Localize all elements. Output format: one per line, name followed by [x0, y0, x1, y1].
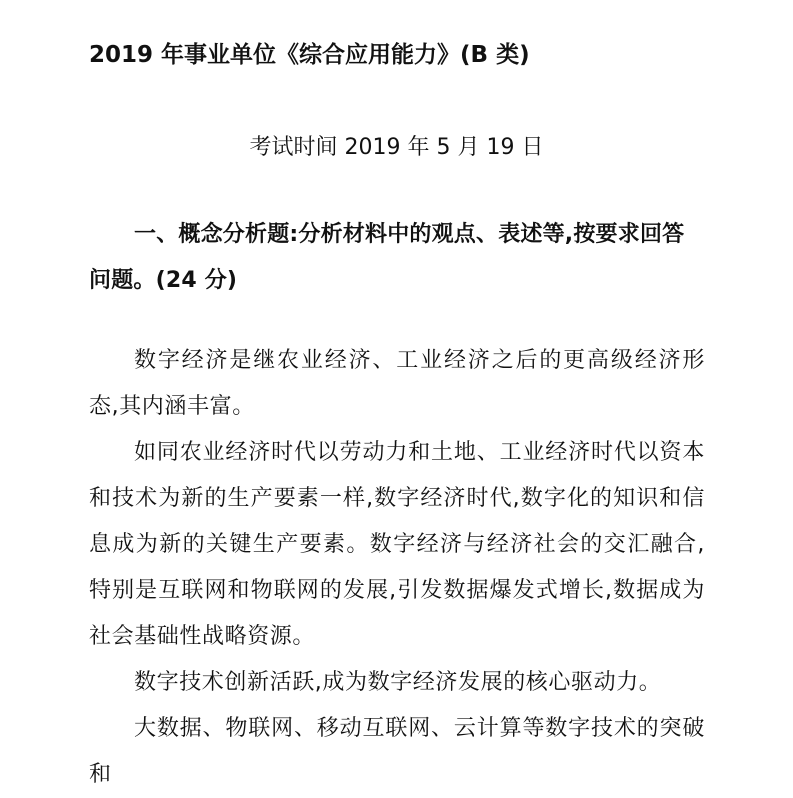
paragraph: 数字技术创新活跃,成为数字经济发展的核心驱动力。 — [134, 670, 662, 695]
paragraph: 大数据、物联网、移动互联网、云计算等数字技术的突破和 — [89, 716, 705, 787]
exam-date: 考试时间 2019 年 5 月 19 日 — [249, 135, 544, 160]
paragraph: 如同农业经济时代以劳动力和土地、工业经济时代以资本和技术为新的生产要素一样,数字经济时代,数字化的知识和信息成为新的关键生产要素。数字经济与经济社会的交汇融合,特别是互联网和物联网的发展,引发数据爆发式增长,数据成为社会基础性战略资源。 — [89, 440, 705, 649]
document-title: 2019 年事业单位《综合应用能力》(B 类) — [89, 42, 530, 68]
body-text — [89, 338, 705, 798]
section-heading: 一、概念分析题:分析材料中的观点、表述等,按要求回答问题。(24 分) — [89, 222, 685, 293]
paragraph: 数字经济是继农业经济、工业经济之后的更高级经济形态,其内涵丰富。 — [89, 348, 705, 419]
